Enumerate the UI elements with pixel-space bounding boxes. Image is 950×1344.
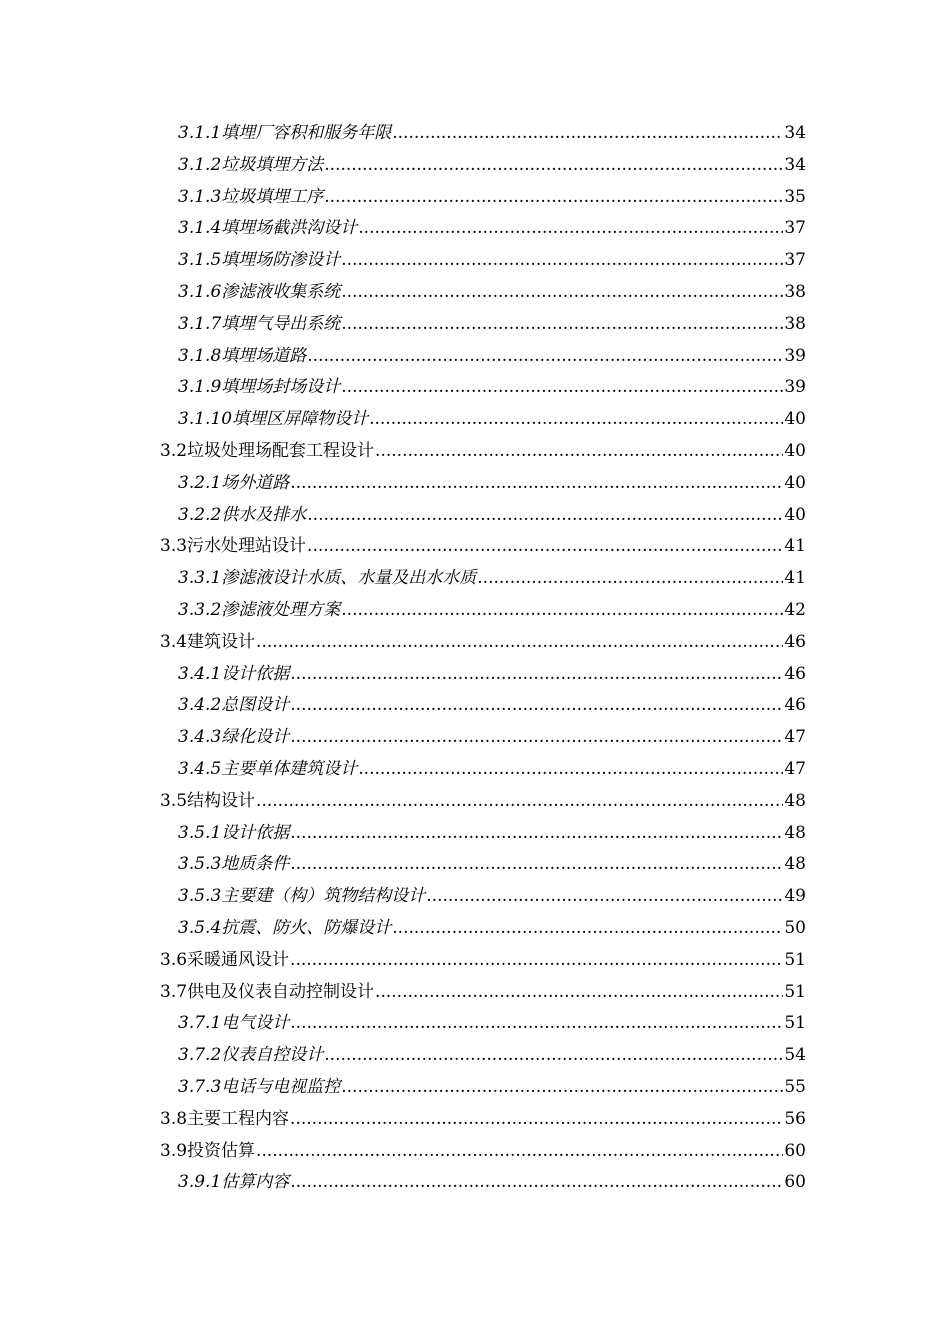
toc-entry-page-number: 46 [784,631,806,652]
toc-dot-leader [290,468,783,500]
toc-entry-number: 3.4.5 [178,758,222,779]
toc-entry[interactable] [160,468,806,500]
toc-entry-title: 污水处理站设计 [187,536,307,557]
toc-entry-title: 设计依据 [221,822,290,843]
toc-entry-title: 供电及仪表自动控制设计 [187,981,375,1002]
toc-entry-title: 抗震、防火、防爆设计 [221,917,392,938]
toc-dot-leader [307,500,783,532]
toc-dot-leader [290,722,783,754]
toc-entry-number: 3.4.3 [178,727,222,748]
toc-entry-page-number: 40 [784,472,806,493]
toc-entry-page-number: 48 [784,790,806,811]
toc-entry[interactable] [160,754,806,786]
toc-dot-leader [341,277,783,309]
toc-entry-title: 渗滤液设计水质、水量及出水水质 [221,568,477,589]
toc-entry-number: 3.3 [160,536,188,557]
toc-entry-page-number: 40 [784,504,806,525]
toc-entry-number: 3.7 [160,981,188,1002]
toc-entry-title: 主要建（构）筑物结构设计 [221,886,426,907]
toc-entry-title: 填埋气导出系统 [221,313,341,334]
toc-dot-leader [290,945,783,977]
toc-entry-page-number: 50 [784,917,806,938]
toc-entry-page-number: 54 [784,1045,806,1066]
toc-entry-page-number: 37 [784,218,806,239]
toc-entry-title: 设计依据 [221,663,290,684]
toc-entry-title: 估算内容 [221,1172,290,1193]
toc-dot-leader [369,404,783,436]
toc-entry-page-number: 39 [784,377,806,398]
toc-entry-title: 渗滤液处理方案 [221,599,341,620]
toc-entry-title: 主要工程内容 [187,1108,290,1129]
toc-entry[interactable] [160,818,806,850]
toc-dot-leader [341,309,783,341]
toc-entry-title: 填埋场防渗设计 [221,250,341,271]
toc-entry[interactable] [160,595,806,627]
toc-dot-leader [341,595,783,627]
toc-entry-page-number: 48 [784,822,806,843]
toc-entry-title: 电气设计 [221,1013,290,1034]
toc-dot-leader [341,245,783,277]
toc-entry[interactable] [160,277,806,309]
toc-entry[interactable] [160,245,806,277]
toc-entry-title: 垃圾处理场配套工程设计 [187,440,375,461]
toc-entry-title: 仪表自控设计 [221,1045,324,1066]
toc-entry-number: 3.7.3 [178,1076,222,1097]
toc-entry-page-number: 34 [784,123,806,143]
toc-dot-leader [324,150,783,182]
toc-entry-page-number: 56 [784,1108,806,1129]
toc-dot-leader [392,913,783,945]
toc-entry-page-number: 34 [784,154,806,175]
toc-entry-number: 3.9 [160,1140,188,1161]
toc-entry[interactable] [160,563,806,595]
toc-dot-leader [290,659,783,691]
toc-entry-number: 3.1.7 [178,313,222,334]
toc-entry-title: 场外道路 [221,472,290,493]
toc-entry-page-number: 51 [784,1013,806,1034]
toc-entry-title: 主要单体建筑设计 [221,758,358,779]
toc-dot-leader [324,182,783,214]
toc-entry-number: 3.2 [160,440,188,461]
toc-dot-leader [256,1136,783,1168]
toc-entry-page-number: 46 [784,695,806,716]
toc-entry-number: 3.1.6 [178,281,222,302]
toc-entry-page-number: 40 [784,409,806,430]
toc-entry[interactable] [160,913,806,945]
toc-entry[interactable] [160,404,806,436]
toc-entry[interactable] [160,786,806,818]
toc-entry-page-number: 42 [784,599,806,620]
toc-entry[interactable] [160,881,806,913]
toc-dot-leader [477,563,783,595]
toc-entry-number: 3.5.4 [178,917,222,938]
toc-dot-leader [307,531,783,563]
toc-entry-number: 3.7.1 [178,1013,222,1034]
toc-entry-page-number: 47 [784,758,806,779]
toc-dot-leader [290,818,783,850]
toc-dot-leader [358,213,783,245]
toc-entry-page-number: 47 [784,727,806,748]
toc-entry-title: 结构设计 [187,790,256,811]
toc-dot-leader [341,372,783,404]
toc-entry-title: 填埋场封场设计 [221,377,341,398]
toc-entry-page-number: 41 [784,568,806,589]
toc-dot-leader [290,849,783,881]
toc-dot-leader [256,627,783,659]
toc-entry-number: 3.5.1 [178,822,222,843]
toc-entry-number: 3.5 [160,790,188,811]
toc-entry-page-number: 38 [784,281,806,302]
toc-entry[interactable] [160,309,806,341]
toc-entry[interactable] [160,1008,806,1040]
toc-entry-title: 电话与电视监控 [221,1076,341,1097]
toc-entry[interactable] [160,1072,806,1104]
toc-entry-page-number: 55 [784,1076,806,1097]
toc-entry[interactable] [160,690,806,722]
toc-entry[interactable] [160,722,806,754]
toc-entry-title: 填埋厂容积和服务年限 [221,123,392,143]
toc-entry-page-number: 46 [784,663,806,684]
toc-entry-title: 采暖通风设计 [187,949,290,970]
toc-entry[interactable] [160,1136,806,1168]
toc-dot-leader [256,786,783,818]
toc-entry-number: 3.4.2 [178,695,222,716]
toc-entry-number: 3.8 [160,1108,188,1129]
toc-entry-page-number: 60 [784,1172,806,1193]
toc-entry-number: 3.1.10 [178,409,233,430]
toc-entry-title: 填埋区屏障物设计 [232,409,369,430]
toc-dot-leader [392,118,783,150]
toc-entry-number: 3.7.2 [178,1045,222,1066]
toc-entry[interactable] [160,659,806,691]
toc-entry-number: 3.4 [160,631,188,652]
toc-entry[interactable] [160,1167,806,1199]
toc-entry[interactable] [160,341,806,373]
toc-entry-page-number: 41 [784,536,806,557]
toc-entry-number: 3.3.2 [178,599,222,620]
toc-entry-title: 总图设计 [221,695,290,716]
toc-entry-page-number: 60 [784,1140,806,1161]
table-of-contents [160,118,806,1199]
toc-dot-leader [290,1167,783,1199]
toc-entry-number: 3.1.2 [178,154,222,175]
toc-entry-title: 填埋场道路 [221,345,307,366]
toc-dot-leader [358,754,783,786]
toc-entry-title: 供水及排水 [221,504,307,525]
toc-entry[interactable] [160,182,806,214]
toc-entry[interactable] [160,150,806,182]
toc-entry-title: 垃圾填埋工序 [221,186,324,207]
toc-entry-number: 3.1.8 [178,345,222,366]
toc-entry-number: 3.2.1 [178,472,222,493]
toc-entry-number: 3.9.1 [178,1172,222,1193]
toc-entry-title: 渗滤液收集系统 [221,281,341,302]
toc-entry-number: 3.4.1 [178,663,222,684]
toc-dot-leader [290,1008,783,1040]
toc-entry-page-number: 35 [784,186,806,207]
toc-entry-page-number: 39 [784,345,806,366]
toc-dot-leader [426,881,783,913]
toc-entry-number: 3.6 [160,949,188,970]
toc-entry[interactable] [160,118,806,150]
toc-dot-leader [290,690,783,722]
toc-entry[interactable] [160,213,806,245]
toc-entry[interactable] [160,531,806,563]
toc-entry-number: 3.1.1 [178,123,222,143]
toc-entry-number: 3.3.1 [178,568,222,589]
toc-entry[interactable] [160,627,806,659]
toc-entry-page-number: 51 [784,949,806,970]
toc-entry-title: 填埋场截洪沟设计 [221,218,358,239]
toc-dot-leader [324,1040,783,1072]
toc-entry[interactable] [160,1104,806,1136]
toc-entry-page-number: 38 [784,313,806,334]
toc-entry-title: 投资估算 [187,1140,256,1161]
toc-entry-title: 建筑设计 [187,631,256,652]
toc-dot-leader [375,436,783,468]
toc-entry[interactable] [160,849,806,881]
toc-entry-page-number: 40 [784,440,806,461]
toc-dot-leader [375,977,783,1009]
toc-entry-number: 3.2.2 [178,504,222,525]
toc-dot-leader [307,341,783,373]
toc-entry-number: 3.1.3 [178,186,222,207]
toc-entry[interactable] [160,500,806,532]
toc-entry-page-number: 51 [784,981,806,1002]
toc-entry-page-number: 48 [784,854,806,875]
toc-dot-leader [341,1072,783,1104]
toc-entry-number: 3.1.5 [178,250,222,271]
toc-entry[interactable] [160,436,806,468]
toc-entry-number: 3.5.3 [178,886,222,907]
toc-entry-number: 3.1.4 [178,218,222,239]
toc-entry-title: 地质条件 [221,854,290,875]
toc-entry[interactable] [160,977,806,1009]
toc-entry-page-number: 37 [784,250,806,271]
toc-entry-title: 垃圾填埋方法 [221,154,324,175]
toc-entry-number: 3.5.3 [178,854,222,875]
toc-entry[interactable] [160,1040,806,1072]
toc-dot-leader [290,1104,783,1136]
toc-entry-page-number: 49 [784,886,806,907]
toc-entry-number: 3.1.9 [178,377,222,398]
toc-entry-title: 绿化设计 [221,727,290,748]
toc-entry[interactable] [160,945,806,977]
toc-entry[interactable] [160,372,806,404]
